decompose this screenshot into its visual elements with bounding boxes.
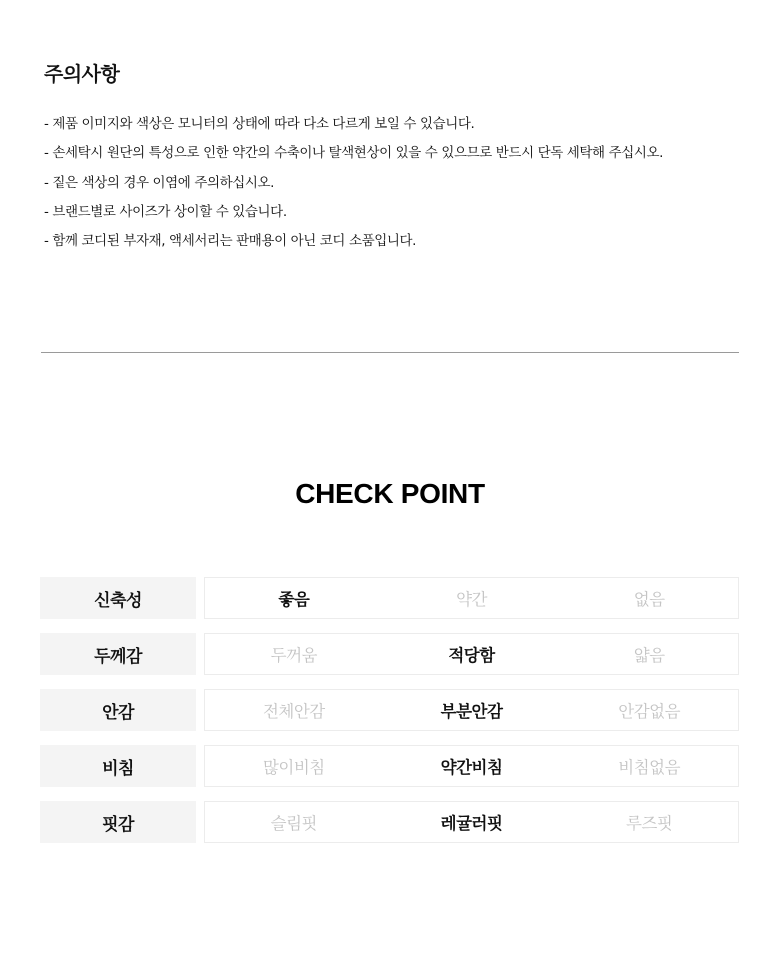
checkpoint-option: 두꺼움 — [270, 646, 317, 665]
checkpoint-option: 없음 — [633, 590, 665, 609]
checkpoint-options — [204, 689, 739, 731]
notice-item: - 브랜드별로 사이즈가 상이할 수 있습니다. — [44, 203, 287, 220]
checkpoint-title: CHECK POINT — [295, 478, 485, 509]
checkpoint-table — [40, 577, 739, 857]
checkpoint-options — [204, 577, 739, 619]
checkpoint-row-sheerness — [40, 745, 739, 787]
checkpoint-label: 비침 — [40, 745, 196, 787]
checkpoint-label: 신축성 — [40, 577, 196, 619]
checkpoint-option: 안감없음 — [618, 702, 681, 721]
checkpoint-option-selected: 약간비침 — [440, 758, 503, 777]
checkpoint-option: 얇음 — [633, 646, 665, 665]
checkpoint-option: 약간 — [456, 590, 487, 609]
notice-title: 주의사항 — [44, 62, 120, 86]
notice-item: - 짙은 색상의 경우 이염에 주의하십시오. — [44, 174, 275, 191]
checkpoint-options — [204, 745, 739, 787]
notice-list — [44, 114, 663, 260]
checkpoint-option: 많이비침 — [262, 758, 325, 777]
checkpoint-row-lining — [40, 689, 739, 731]
checkpoint-label: 두께감 — [40, 633, 196, 675]
notice-item: - 손세탁시 원단의 특성으로 인한 약간의 수축이나 탈색현상이 있을 수 있으므로 반드시 단독 세탁해 주십시오. — [44, 145, 664, 162]
checkpoint-option-selected: 적당함 — [448, 646, 495, 665]
notice-item: - 제품 이미지와 색상은 모니터의 상태에 따라 다소 다르게 보일 수 있습니다. — [44, 116, 475, 132]
checkpoint-row-fit — [40, 801, 739, 843]
checkpoint-options — [204, 801, 739, 843]
checkpoint-label: 핏감 — [40, 801, 196, 843]
checkpoint-options — [204, 633, 739, 675]
checkpoint-option: 비침없음 — [618, 758, 681, 777]
checkpoint-row-stretch — [40, 577, 739, 619]
checkpoint-option-selected: 부분안감 — [440, 702, 503, 721]
notice-item: - 함께 코디된 부자재, 액세서리는 판매용이 아닌 코디 소품입니다. — [44, 233, 417, 250]
checkpoint-option-selected: 레귤러핏 — [440, 814, 503, 833]
section-divider — [41, 352, 739, 353]
checkpoint-option: 슬림핏 — [270, 814, 317, 833]
checkpoint-option: 루즈핏 — [626, 814, 673, 833]
checkpoint-option: 전체안감 — [262, 702, 325, 721]
checkpoint-label: 안감 — [40, 689, 196, 731]
checkpoint-option-selected: 좋음 — [278, 590, 310, 609]
checkpoint-row-thickness — [40, 633, 739, 675]
